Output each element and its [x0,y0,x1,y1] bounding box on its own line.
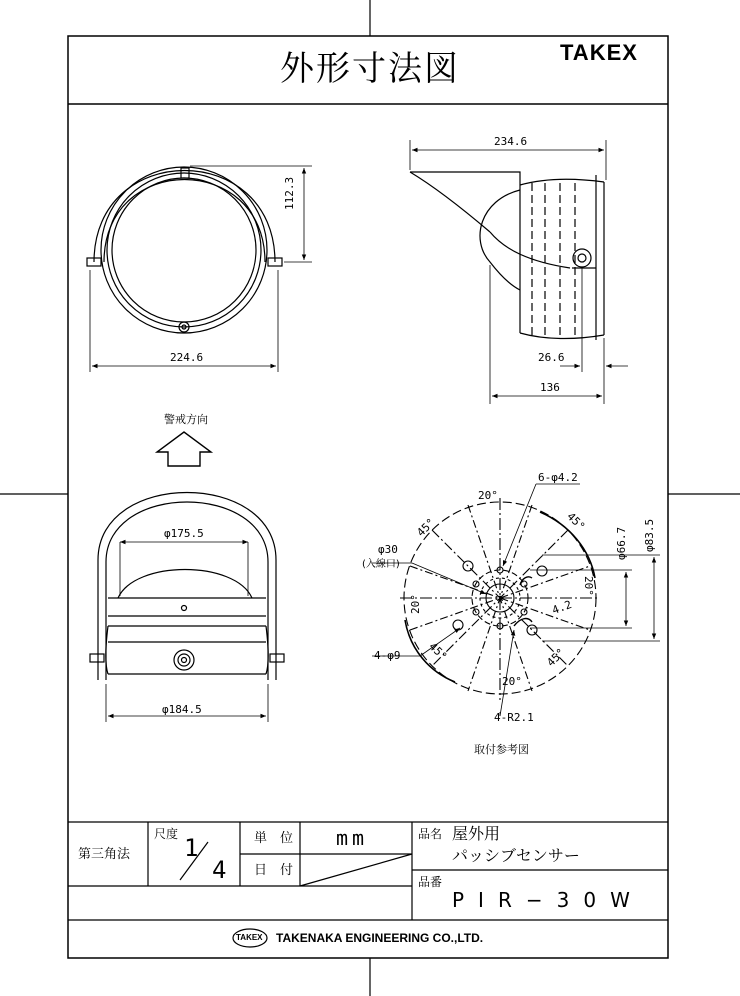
mount-radius: 4-R2.1 [494,711,534,724]
mount-angle-45-left: 45° [414,515,438,540]
scale-denominator: 4 [212,856,227,884]
mount-angle-20-left: 20° [409,594,422,614]
front-height-dim: 112.3 [283,176,296,210]
mount-dim-4-2: 4.2 [550,597,574,618]
scale-label: 尺度 [154,827,179,841]
mount-angle-45-right: 45° [564,509,588,534]
side-depth-dim: 234.6 [494,135,528,148]
projection-label: 第三角法 [78,847,131,862]
mount-caption: 取付参考図 [474,743,529,756]
side-offset-dim: 26.6 [538,351,565,364]
scale-numerator: 1 [184,834,199,862]
mount-angle-20-bottom: 20° [502,675,522,688]
unit-label: 単 位 [254,831,294,846]
direction-arrow [157,432,211,466]
side-view [410,172,604,340]
product-number: PIR−30W [452,888,644,912]
side-body-dim: 136 [540,381,560,394]
company-logo: TAKEX [236,933,263,942]
front-width-dim: 224.6 [170,351,204,364]
direction-label: 警戒方向 [164,413,208,426]
front-view-dimensions [90,166,312,372]
mount-holes-small: 6-φ4.2 [538,471,578,484]
number-label: 品番 [418,875,443,889]
bottom-inner-dia: φ175.5 [164,527,204,540]
mount-angle-45-bl: 45° [426,639,450,664]
side-view-dimensions [410,140,628,404]
product-name-line2: パッシブセンサー [452,846,580,865]
mount-dia-83: φ83.5 [643,518,656,552]
mount-dia-66: φ66.7 [615,526,628,560]
name-label: 品名 [418,827,443,841]
drawing-title: 外形寸法図 [280,49,460,89]
unit-value: mm [336,826,369,850]
date-label: 日 付 [254,863,294,878]
bottom-outer-dia: φ184.5 [162,703,202,716]
mount-angle-20-top: 20° [478,489,498,502]
front-view [87,167,282,333]
product-name-line1: 屋外用 [452,824,501,843]
brand-logo: TAKEX [560,40,638,65]
mount-angle-20-right: 20° [582,576,595,596]
company-name: TAKENAKA ENGINEERING CO.,LTD. [276,931,484,945]
mount-angle-45-br: 45° [544,645,568,670]
bottom-view [90,493,284,681]
mount-entry-label: (入線口) [362,559,400,570]
mount-holes-large: 4-φ9 [374,649,401,662]
mount-dia-30: φ30 [378,543,398,556]
